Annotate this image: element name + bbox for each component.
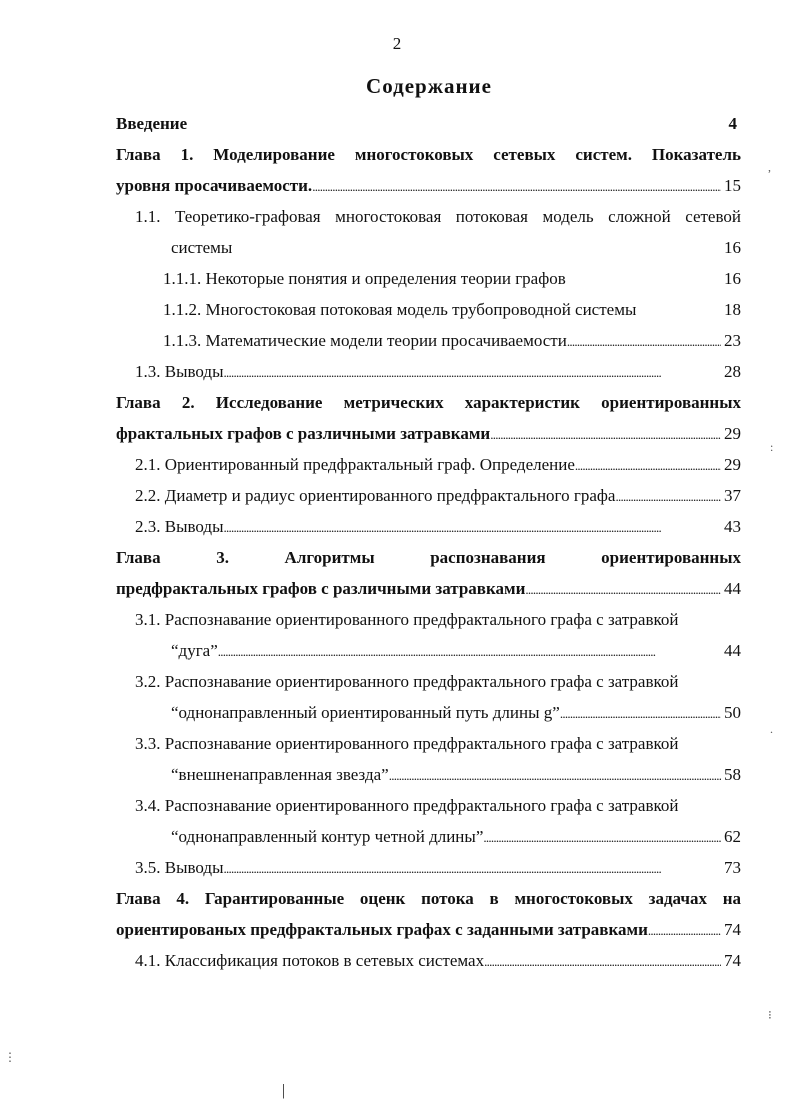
toc-entry-text: 3.2. Распознавание ориентированного предфрактального графа с затравкой <box>135 672 679 691</box>
toc-entry-text: “дуга” <box>171 641 218 660</box>
toc-entry-text: системы <box>171 238 233 257</box>
page-title: Содержание <box>366 74 492 98</box>
toc-entry-text: предфрактальных графов с различными затравками <box>116 579 526 598</box>
toc-entry-page: 58 <box>724 765 741 784</box>
toc-entry-text: “внешненаправленная звезда” <box>171 765 389 784</box>
toc-section-3-1-line1[interactable] <box>116 604 741 635</box>
toc-section-3-4-line2[interactable] <box>116 821 741 852</box>
toc-section-3-4-line1[interactable] <box>116 790 741 821</box>
toc-entry-page: 43 <box>724 517 741 536</box>
toc-section-1-1-line2[interactable] <box>116 232 741 263</box>
toc-entry-page: 44 <box>724 641 741 660</box>
toc-entry-text: “однонаправленный ориентированный путь длины g” <box>171 703 560 722</box>
toc-section-2-2[interactable] <box>116 480 741 511</box>
toc-section-3-3-line1[interactable] <box>116 728 741 759</box>
toc-section-1-1-line1[interactable]: 1.1. Теоретико-графовая многостоковая потоковая модель сложной сетевой <box>135 207 741 226</box>
toc-section-3-5[interactable] <box>116 852 741 883</box>
toc-entry-text: 1.1.1. Некоторые понятия и определения теории графов <box>163 269 566 288</box>
toc-entry-page: 16 <box>724 238 741 257</box>
table-of-contents <box>116 108 741 976</box>
toc-entry-text: 1.1.3. Математические модели теории просачиваемости <box>163 331 567 350</box>
toc-entry-page: 28 <box>724 362 741 381</box>
toc-chapter-1-line2[interactable] <box>116 170 741 201</box>
toc-entry-page: 50 <box>724 703 741 722</box>
toc-entry-page: 44 <box>724 579 741 598</box>
toc-entry-page: 29 <box>724 424 741 443</box>
toc-section-4-1[interactable] <box>116 945 741 976</box>
toc-chapter-3-line1[interactable]: Глава 3. Алгоритмы распознавания ориентированных <box>116 548 741 567</box>
toc-chapter-2-line2[interactable] <box>116 418 741 449</box>
toc-section-1-1-3[interactable] <box>116 325 741 356</box>
toc-entry-page: 15 <box>724 176 741 195</box>
toc-section-1-3[interactable] <box>116 356 741 387</box>
toc-chapter-2-line1[interactable]: Глава 2. Исследование метрических характеристик ориентированных <box>116 393 741 412</box>
toc-entry-text: 2.2. Диаметр и радиус ориентированного предфрактального графа <box>135 486 616 505</box>
toc-entry-page: 62 <box>724 827 741 846</box>
toc-entry-text: 3.4. Распознавание ориентированного предфрактального графа с затравкой <box>135 796 679 815</box>
toc-chapter-4-line2[interactable] <box>116 914 741 945</box>
toc-entry-text: 2.3. Выводы <box>135 517 224 536</box>
scan-artifact: ⁝ <box>768 1008 772 1022</box>
toc-section-3-1-line2[interactable] <box>116 635 741 666</box>
scan-artifact: | <box>282 1082 286 1099</box>
toc-entry-text: Введение <box>116 114 188 133</box>
toc-entry-text: уровня просачиваемости. <box>116 176 313 195</box>
scan-artifact: ⋮ <box>4 1050 16 1064</box>
toc-entry-page: 29 <box>724 455 741 474</box>
toc-entry-text: 3.5. Выводы <box>135 858 224 877</box>
toc-section-2-1[interactable] <box>116 449 741 480</box>
toc-section-1-1-1[interactable] <box>116 263 741 294</box>
toc-entry-page: 4 <box>728 114 737 133</box>
toc-entry-text: “однонаправленный контур четной длины” <box>171 827 484 846</box>
toc-section-1-1-2[interactable] <box>116 294 741 325</box>
toc-entry-text: 1.3. Выводы <box>135 362 224 381</box>
toc-chapter-1-line1[interactable]: Глава 1. Моделирование многостоковых сетевых систем. Показатель <box>116 145 741 164</box>
toc-section-3-2-line1[interactable] <box>116 666 741 697</box>
toc-chapter-3-line2[interactable] <box>116 573 741 604</box>
toc-entry-text: 1.1.2. Многостоковая потоковая модель трубопроводной системы <box>163 300 637 319</box>
toc-entry-page: 23 <box>724 331 741 350</box>
scan-artifact: , <box>768 160 771 174</box>
toc-section-3-2-line2[interactable] <box>116 697 741 728</box>
toc-entry-page: 74 <box>724 920 741 939</box>
toc-entry-page: 74 <box>724 951 741 970</box>
toc-entry-page: 73 <box>724 858 741 877</box>
scan-artifact: : <box>770 440 774 454</box>
toc-section-2-3[interactable] <box>116 511 741 542</box>
scan-artifact: . <box>770 722 773 736</box>
toc-section-3-3-line2[interactable] <box>116 759 741 790</box>
toc-entry-text: фрактальных графов с различными затравками <box>116 424 491 443</box>
toc-entry-text: 2.1. Ориентированный предфрактальный граф. Определение <box>135 455 575 474</box>
toc-entry-page: 16 <box>724 269 741 288</box>
toc-entry-text: 3.1. Распознавание ориентированного предфрактального графа с затравкой <box>135 610 679 629</box>
toc-chapter-4-line1[interactable]: Глава 4. Гарантированные оценк потока в многостоковых задачах на <box>116 889 741 908</box>
toc-intro[interactable] <box>116 108 741 139</box>
toc-entry-text: ориентированых предфрактальных графах с заданными затравками <box>116 920 648 939</box>
toc-entry-text: 3.3. Распознавание ориентированного предфрактального графа с затравкой <box>135 734 679 753</box>
page-number: 2 <box>392 34 402 53</box>
toc-entry-text: 4.1. Классификация потоков в сетевых системах <box>135 951 485 970</box>
toc-entry-page: 18 <box>724 300 741 319</box>
toc-entry-page: 37 <box>724 486 741 505</box>
